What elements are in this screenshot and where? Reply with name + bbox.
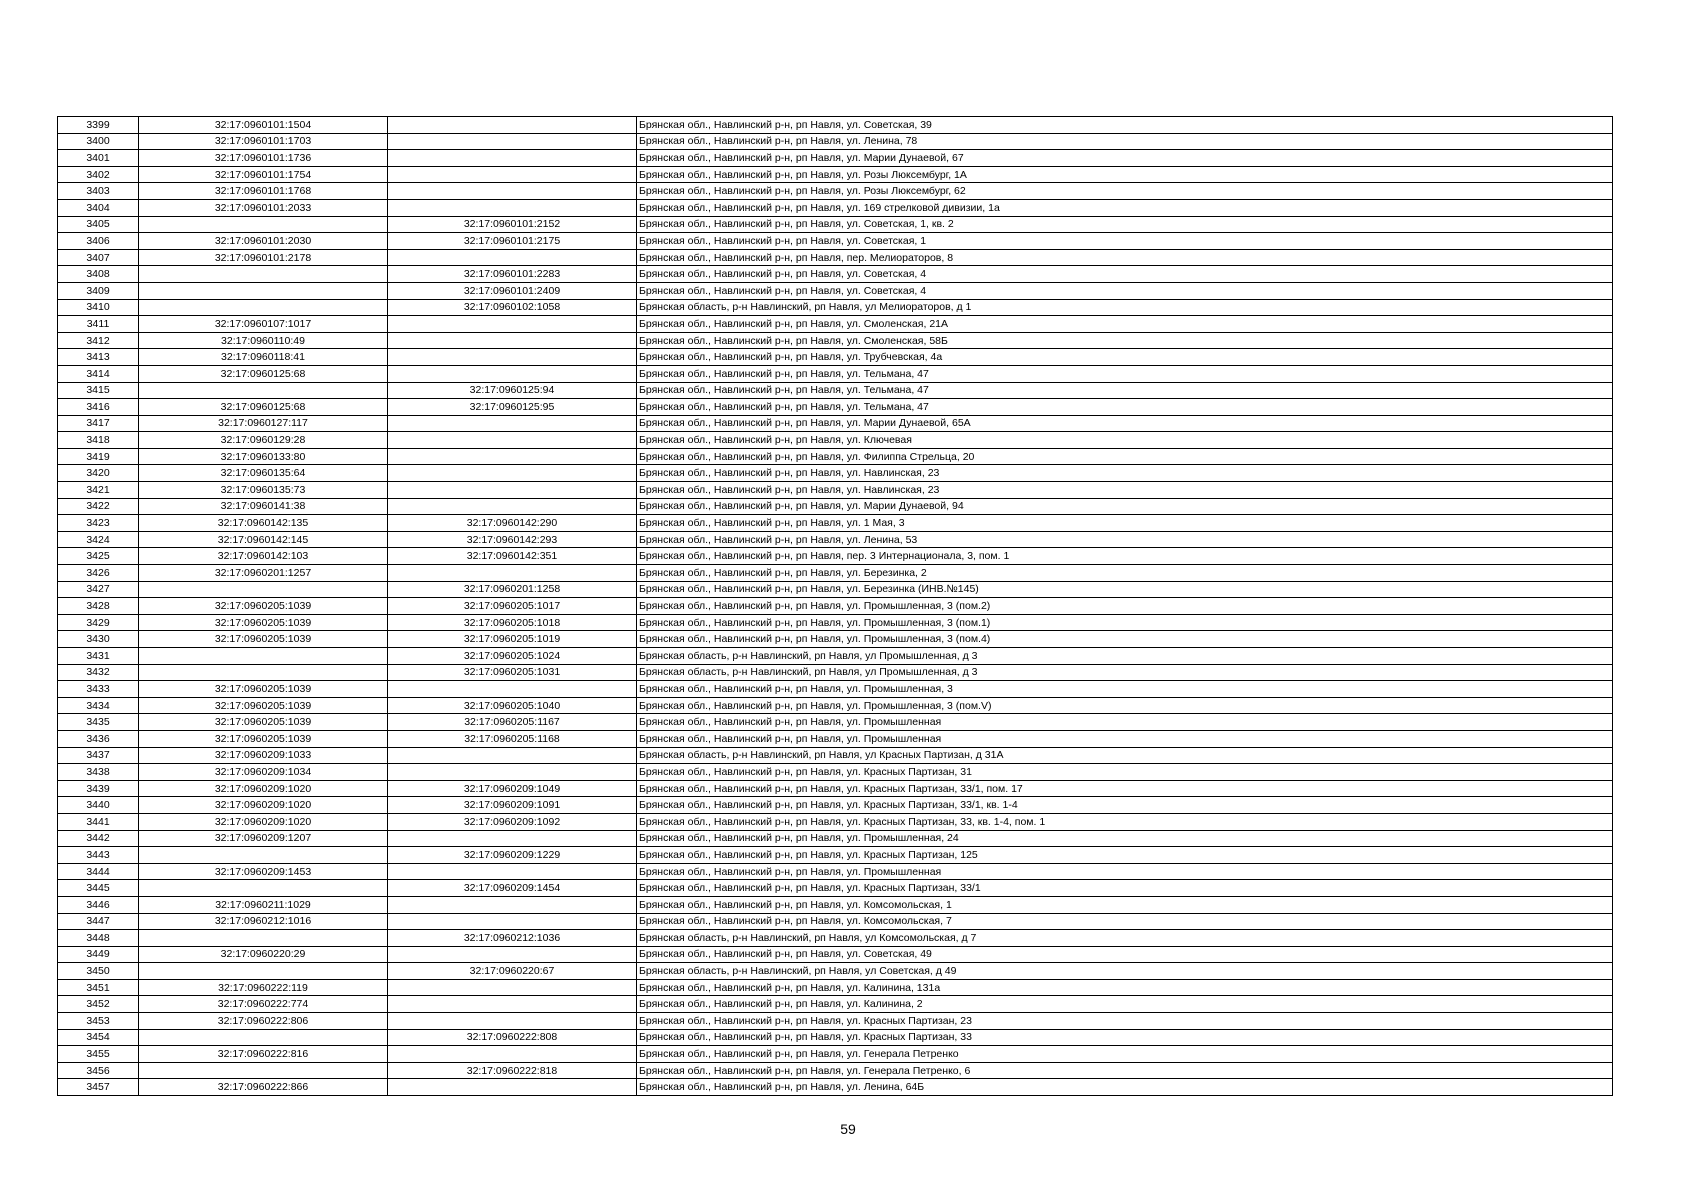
row-number-cell: 3454 (58, 1029, 139, 1046)
table-row (58, 332, 1613, 349)
cadastral-number-cell: 32:17:0960127:117 (139, 415, 388, 432)
row-number-cell: 3421 (58, 482, 139, 499)
address-cell: Брянская обл., Навлинский р-н, рп Навля, ул. Ленина, 53 (637, 531, 1613, 548)
row-number-cell: 3418 (58, 432, 139, 449)
object-cadastral-number-cell (388, 1046, 637, 1063)
cadastral-number-cell: 32:17:0960205:1039 (139, 697, 388, 714)
row-number-cell: 3420 (58, 465, 139, 482)
address-cell: Брянская обл., Навлинский р-н, рп Навля, ул. Красных Партизан, 33/1, кв. 1-4 (637, 797, 1613, 814)
cadastral-number-cell: 32:17:0960205:1039 (139, 730, 388, 747)
row-number-cell: 3435 (58, 714, 139, 731)
cadastral-number-cell: 32:17:0960220:29 (139, 946, 388, 963)
cadastral-number-cell: 32:17:0960205:1039 (139, 598, 388, 615)
address-cell: Брянская обл., Навлинский р-н, рп Навля, ул. Генерала Петренко (637, 1046, 1613, 1063)
row-number-cell: 3430 (58, 631, 139, 648)
object-cadastral-number-cell: 32:17:0960205:1040 (388, 697, 637, 714)
object-cadastral-number-cell (388, 150, 637, 167)
row-number-cell: 3414 (58, 365, 139, 382)
object-cadastral-number-cell (388, 764, 637, 781)
table-row (58, 946, 1613, 963)
cadastral-number-cell (139, 1029, 388, 1046)
object-cadastral-number-cell (388, 913, 637, 930)
table-row (58, 714, 1613, 731)
row-number-cell: 3439 (58, 780, 139, 797)
row-number-cell: 3427 (58, 581, 139, 598)
cadastral-number-cell (139, 382, 388, 399)
address-cell: Брянская обл., Навлинский р-н, рп Навля, ул. Красных Партизан, 125 (637, 847, 1613, 864)
address-cell: Брянская обл., Навлинский р-н, рп Навля, ул. Марии Дунаевой, 65А (637, 415, 1613, 432)
cadastral-number-cell: 32:17:0960135:64 (139, 465, 388, 482)
row-number-cell: 3452 (58, 996, 139, 1013)
row-number-cell: 3401 (58, 150, 139, 167)
cadastral-number-cell: 32:17:0960205:1039 (139, 714, 388, 731)
object-cadastral-number-cell (388, 365, 637, 382)
row-number-cell: 3448 (58, 930, 139, 947)
object-cadastral-number-cell: 32:17:0960101:2152 (388, 216, 637, 233)
address-cell: Брянская обл., Навлинский р-н, рп Навля, ул. Красных Партизан, 33/1, пом. 17 (637, 780, 1613, 797)
object-cadastral-number-cell: 32:17:0960220:67 (388, 963, 637, 980)
row-number-cell: 3444 (58, 863, 139, 880)
address-cell: Брянская обл., Навлинский р-н, рп Навля, ул. Калинина, 2 (637, 996, 1613, 1013)
object-cadastral-number-cell (388, 415, 637, 432)
object-cadastral-number-cell (388, 448, 637, 465)
cadastral-number-cell: 32:17:0960212:1016 (139, 913, 388, 930)
cadastral-number-cell (139, 266, 388, 283)
address-cell: Брянская обл., Навлинский р-н, рп Навля, ул. Тельмана, 47 (637, 399, 1613, 416)
table-row (58, 1062, 1613, 1079)
table-row (58, 979, 1613, 996)
address-cell: Брянская обл., Навлинский р-н, рп Навля, ул. Навлинская, 23 (637, 465, 1613, 482)
address-cell: Брянская обл., Навлинский р-н, рп Навля, ул. Тельмана, 47 (637, 365, 1613, 382)
table-row (58, 747, 1613, 764)
row-number-cell: 3406 (58, 233, 139, 250)
table-row (58, 565, 1613, 582)
row-number-cell: 3449 (58, 946, 139, 963)
table-row (58, 697, 1613, 714)
table-row (58, 432, 1613, 449)
object-cadastral-number-cell (388, 133, 637, 150)
table-row (58, 299, 1613, 316)
object-cadastral-number-cell: 32:17:0960142:351 (388, 548, 637, 565)
table-row (58, 648, 1613, 665)
table-row (58, 1013, 1613, 1030)
cadastral-number-cell: 32:17:0960205:1039 (139, 631, 388, 648)
table-row (58, 249, 1613, 266)
address-cell: Брянская обл., Навлинский р-н, рп Навля, ул. Красных Партизан, 33 (637, 1029, 1613, 1046)
row-number-cell: 3423 (58, 515, 139, 532)
object-cadastral-number-cell (388, 465, 637, 482)
table-row (58, 631, 1613, 648)
row-number-cell: 3402 (58, 166, 139, 183)
address-cell: Брянская обл., Навлинский р-н, рп Навля, ул. Генерала Петренко, 6 (637, 1062, 1613, 1079)
row-number-cell: 3404 (58, 199, 139, 216)
table-row (58, 498, 1613, 515)
table-row (58, 199, 1613, 216)
table-row (58, 349, 1613, 366)
cadastral-number-cell: 32:17:0960209:1207 (139, 830, 388, 847)
cadastral-number-cell: 32:17:0960101:1504 (139, 117, 388, 134)
table-row (58, 183, 1613, 200)
cadastral-number-cell: 32:17:0960142:145 (139, 531, 388, 548)
table-row (58, 415, 1613, 432)
row-number-cell: 3433 (58, 681, 139, 698)
address-cell: Брянская обл., Навлинский р-н, рп Навля, ул. Советская, 4 (637, 282, 1613, 299)
object-cadastral-number-cell: 32:17:0960209:1229 (388, 847, 637, 864)
cadastral-number-cell: 32:17:0960222:119 (139, 979, 388, 996)
table-row (58, 1046, 1613, 1063)
table-row (58, 780, 1613, 797)
table-row (58, 963, 1613, 980)
object-cadastral-number-cell: 32:17:0960205:1018 (388, 614, 637, 631)
cadastral-number-cell: 32:17:0960222:774 (139, 996, 388, 1013)
table-row (58, 531, 1613, 548)
row-number-cell: 3457 (58, 1079, 139, 1096)
row-number-cell: 3405 (58, 216, 139, 233)
object-cadastral-number-cell: 32:17:0960102:1058 (388, 299, 637, 316)
address-cell: Брянская область, р-н Навлинский, рп Навля, ул Мелиораторов, д 1 (637, 299, 1613, 316)
cadastral-number-cell: 32:17:0960107:1017 (139, 316, 388, 333)
address-cell: Брянская обл., Навлинский р-н, рп Навля, ул. Комсомольская, 1 (637, 896, 1613, 913)
address-cell: Брянская обл., Навлинский р-н, рп Навля, ул. Трубчевская, 4а (637, 349, 1613, 366)
cadastral-number-cell (139, 648, 388, 665)
row-number-cell: 3419 (58, 448, 139, 465)
object-cadastral-number-cell (388, 681, 637, 698)
row-number-cell: 3412 (58, 332, 139, 349)
row-number-cell: 3431 (58, 648, 139, 665)
cadastral-number-cell: 32:17:0960101:1768 (139, 183, 388, 200)
cadastral-number-cell (139, 963, 388, 980)
address-cell: Брянская обл., Навлинский р-н, рп Навля, ул. Советская, 49 (637, 946, 1613, 963)
object-cadastral-number-cell (388, 199, 637, 216)
cadastral-number-cell: 32:17:0960209:1020 (139, 813, 388, 830)
address-cell: Брянская обл., Навлинский р-н, рп Навля, ул. Смоленская, 58Б (637, 332, 1613, 349)
table-row (58, 399, 1613, 416)
row-number-cell: 3453 (58, 1013, 139, 1030)
table-row (58, 482, 1613, 499)
row-number-cell: 3440 (58, 797, 139, 814)
cadastral-number-cell: 32:17:0960101:1736 (139, 150, 388, 167)
cadastral-number-cell: 32:17:0960209:1020 (139, 780, 388, 797)
address-cell: Брянская обл., Навлинский р-н, рп Навля, ул. Ленина, 78 (637, 133, 1613, 150)
cadastral-number-cell: 32:17:0960101:1703 (139, 133, 388, 150)
row-number-cell: 3451 (58, 979, 139, 996)
object-cadastral-number-cell (388, 747, 637, 764)
object-cadastral-number-cell (388, 183, 637, 200)
object-cadastral-number-cell (388, 432, 637, 449)
row-number-cell: 3432 (58, 664, 139, 681)
object-cadastral-number-cell: 32:17:0960209:1454 (388, 880, 637, 897)
object-cadastral-number-cell (388, 863, 637, 880)
address-cell: Брянская обл., Навлинский р-н, рп Навля, ул. Смоленская, 21А (637, 316, 1613, 333)
row-number-cell: 3408 (58, 266, 139, 283)
table-row (58, 664, 1613, 681)
object-cadastral-number-cell: 32:17:0960212:1036 (388, 930, 637, 947)
row-number-cell: 3411 (58, 316, 139, 333)
table-row (58, 764, 1613, 781)
address-cell: Брянская обл., Навлинский р-н, рп Навля, ул. Промышленная, 3 (пом.V) (637, 697, 1613, 714)
row-number-cell: 3426 (58, 565, 139, 582)
table-row (58, 266, 1613, 283)
records-table-body (58, 117, 1613, 1096)
object-cadastral-number-cell: 32:17:0960209:1092 (388, 813, 637, 830)
cadastral-number-cell: 32:17:0960101:2030 (139, 233, 388, 250)
cadastral-number-cell: 32:17:0960209:1453 (139, 863, 388, 880)
cadastral-number-cell: 32:17:0960222:806 (139, 1013, 388, 1030)
cadastral-number-cell: 32:17:0960135:73 (139, 482, 388, 499)
cadastral-number-cell: 32:17:0960142:135 (139, 515, 388, 532)
object-cadastral-number-cell: 32:17:0960205:1017 (388, 598, 637, 615)
object-cadastral-number-cell: 32:17:0960209:1049 (388, 780, 637, 797)
address-cell: Брянская обл., Навлинский р-н, рп Навля, ул. Промышленная, 3 (пом.4) (637, 631, 1613, 648)
row-number-cell: 3424 (58, 531, 139, 548)
table-row (58, 797, 1613, 814)
cadastral-number-cell: 32:17:0960101:2178 (139, 249, 388, 266)
cadastral-number-cell (139, 216, 388, 233)
address-cell: Брянская обл., Навлинский р-н, рп Навля, ул. Ленина, 64Б (637, 1079, 1613, 1096)
cadastral-number-cell (139, 1062, 388, 1079)
table-row (58, 448, 1613, 465)
cadastral-number-cell: 32:17:0960118:41 (139, 349, 388, 366)
row-number-cell: 3443 (58, 847, 139, 864)
object-cadastral-number-cell (388, 498, 637, 515)
address-cell: Брянская обл., Навлинский р-н, рп Навля, ул. Советская, 1 (637, 233, 1613, 250)
object-cadastral-number-cell: 32:17:0960205:1167 (388, 714, 637, 731)
cadastral-number-cell: 32:17:0960209:1033 (139, 747, 388, 764)
address-cell: Брянская область, р-н Навлинский, рп Навля, ул Комсомольская, д 7 (637, 930, 1613, 947)
address-cell: Брянская обл., Навлинский р-н, рп Навля, ул. Комсомольская, 7 (637, 913, 1613, 930)
cadastral-number-cell: 32:17:0960205:1039 (139, 614, 388, 631)
cadastral-number-cell: 32:17:0960222:866 (139, 1079, 388, 1096)
address-cell: Брянская обл., Навлинский р-н, рп Навля, ул. Марии Дунаевой, 94 (637, 498, 1613, 515)
table-row (58, 730, 1613, 747)
table-row (58, 880, 1613, 897)
address-cell: Брянская обл., Навлинский р-н, рп Навля, ул. Березинка (ИНВ.№145) (637, 581, 1613, 598)
address-cell: Брянская обл., Навлинский р-н, рп Навля, ул. Ключевая (637, 432, 1613, 449)
object-cadastral-number-cell (388, 896, 637, 913)
cadastral-number-cell: 32:17:0960205:1039 (139, 681, 388, 698)
object-cadastral-number-cell: 32:17:0960209:1091 (388, 797, 637, 814)
address-cell: Брянская обл., Навлинский р-н, рп Навля, ул. Промышленная (637, 863, 1613, 880)
cadastral-number-cell (139, 581, 388, 598)
object-cadastral-number-cell (388, 946, 637, 963)
row-number-cell: 3413 (58, 349, 139, 366)
object-cadastral-number-cell (388, 332, 637, 349)
object-cadastral-number-cell (388, 830, 637, 847)
cadastral-number-cell: 32:17:0960101:1754 (139, 166, 388, 183)
table-row (58, 913, 1613, 930)
table-row (58, 598, 1613, 615)
table-row (58, 813, 1613, 830)
cadastral-number-cell: 32:17:0960201:1257 (139, 565, 388, 582)
address-cell: Брянская обл., Навлинский р-н, рп Навля, ул. Промышленная, 24 (637, 830, 1613, 847)
row-number-cell: 3438 (58, 764, 139, 781)
table-row (58, 166, 1613, 183)
object-cadastral-number-cell (388, 316, 637, 333)
address-cell: Брянская обл., Навлинский р-н, рп Навля, ул. Розы Люксембург, 1А (637, 166, 1613, 183)
address-cell: Брянская обл., Навлинский р-н, рп Навля, ул. Промышленная, 3 (637, 681, 1613, 698)
object-cadastral-number-cell (388, 166, 637, 183)
row-number-cell: 3400 (58, 133, 139, 150)
cadastral-number-cell (139, 880, 388, 897)
object-cadastral-number-cell: 32:17:0960125:95 (388, 399, 637, 416)
table-row (58, 150, 1613, 167)
address-cell: Брянская обл., Навлинский р-н, рп Навля, ул. Красных Партизан, 33/1 (637, 880, 1613, 897)
object-cadastral-number-cell: 32:17:0960201:1258 (388, 581, 637, 598)
object-cadastral-number-cell: 32:17:0960205:1019 (388, 631, 637, 648)
address-cell: Брянская обл., Навлинский р-н, рп Навля, ул. 1 Мая, 3 (637, 515, 1613, 532)
address-cell: Брянская область, р-н Навлинский, рп Навля, ул Промышленная, д 3 (637, 648, 1613, 665)
object-cadastral-number-cell (388, 249, 637, 266)
object-cadastral-number-cell (388, 482, 637, 499)
object-cadastral-number-cell: 32:17:0960142:293 (388, 531, 637, 548)
address-cell: Брянская обл., Навлинский р-н, рп Навля, ул. Промышленная (637, 730, 1613, 747)
table-row (58, 863, 1613, 880)
table-row (58, 1029, 1613, 1046)
cadastral-number-cell: 32:17:0960141:38 (139, 498, 388, 515)
object-cadastral-number-cell: 32:17:0960101:2175 (388, 233, 637, 250)
row-number-cell: 3425 (58, 548, 139, 565)
address-cell: Брянская обл., Навлинский р-н, рп Навля, ул. Розы Люксембург, 62 (637, 183, 1613, 200)
table-row (58, 233, 1613, 250)
object-cadastral-number-cell: 32:17:0960142:290 (388, 515, 637, 532)
table-row (58, 830, 1613, 847)
object-cadastral-number-cell: 32:17:0960101:2409 (388, 282, 637, 299)
cadastral-number-cell: 32:17:0960129:28 (139, 432, 388, 449)
cadastral-number-cell: 32:17:0960222:816 (139, 1046, 388, 1063)
table-row (58, 1079, 1613, 1096)
address-cell: Брянская обл., Навлинский р-н, рп Навля, ул. Красных Партизан, 31 (637, 764, 1613, 781)
object-cadastral-number-cell (388, 979, 637, 996)
object-cadastral-number-cell (388, 117, 637, 134)
table-row (58, 548, 1613, 565)
object-cadastral-number-cell: 32:17:0960222:808 (388, 1029, 637, 1046)
cadastral-number-cell (139, 664, 388, 681)
table-row (58, 282, 1613, 299)
row-number-cell: 3445 (58, 880, 139, 897)
object-cadastral-number-cell: 32:17:0960205:1031 (388, 664, 637, 681)
cadastral-number-cell (139, 847, 388, 864)
address-cell: Брянская обл., Навлинский р-н, рп Навля, ул. Промышленная, 3 (пом.2) (637, 598, 1613, 615)
cadastral-number-cell: 32:17:0960110:49 (139, 332, 388, 349)
address-cell: Брянская обл., Навлинский р-н, рп Навля, ул. Калинина, 131а (637, 979, 1613, 996)
address-cell: Брянская обл., Навлинский р-н, рп Навля, ул. Промышленная (637, 714, 1613, 731)
cadastral-number-cell: 32:17:0960125:68 (139, 399, 388, 416)
address-cell: Брянская обл., Навлинский р-н, рп Навля, ул. Навлинская, 23 (637, 482, 1613, 499)
address-cell: Брянская обл., Навлинский р-н, рп Навля, ул. Красных Партизан, 33, кв. 1-4, пом. 1 (637, 813, 1613, 830)
row-number-cell: 3455 (58, 1046, 139, 1063)
object-cadastral-number-cell (388, 1013, 637, 1030)
table-row (58, 117, 1613, 134)
row-number-cell: 3416 (58, 399, 139, 416)
table-row (58, 896, 1613, 913)
records-table (57, 116, 1613, 1096)
table-row (58, 996, 1613, 1013)
row-number-cell: 3447 (58, 913, 139, 930)
address-cell: Брянская обл., Навлинский р-н, рп Навля, ул. Советская, 1, кв. 2 (637, 216, 1613, 233)
address-cell: Брянская обл., Навлинский р-н, рп Навля, ул. Филиппа Стрельца, 20 (637, 448, 1613, 465)
table-row (58, 681, 1613, 698)
address-cell: Брянская область, р-н Навлинский, рп Навля, ул Промышленная, д 3 (637, 664, 1613, 681)
address-cell: Брянская обл., Навлинский р-н, рп Навля, ул. Марии Дунаевой, 67 (637, 150, 1613, 167)
row-number-cell: 3429 (58, 614, 139, 631)
table-row (58, 316, 1613, 333)
row-number-cell: 3442 (58, 830, 139, 847)
object-cadastral-number-cell (388, 565, 637, 582)
address-cell: Брянская обл., Навлинский р-н, рп Навля, пер. 3 Интернационала, 3, пом. 1 (637, 548, 1613, 565)
table-row (58, 847, 1613, 864)
row-number-cell: 3428 (58, 598, 139, 615)
address-cell: Брянская обл., Навлинский р-н, рп Навля, пер. Мелиораторов, 8 (637, 249, 1613, 266)
row-number-cell: 3417 (58, 415, 139, 432)
object-cadastral-number-cell: 32:17:0960125:94 (388, 382, 637, 399)
row-number-cell: 3436 (58, 730, 139, 747)
table-row (58, 133, 1613, 150)
cadastral-number-cell: 32:17:0960209:1034 (139, 764, 388, 781)
object-cadastral-number-cell: 32:17:0960101:2283 (388, 266, 637, 283)
table-row (58, 216, 1613, 233)
row-number-cell: 3422 (58, 498, 139, 515)
address-cell: Брянская обл., Навлинский р-н, рп Навля, ул. 169 стрелковой дивизии, 1а (637, 199, 1613, 216)
address-cell: Брянская обл., Навлинский р-н, рп Навля, ул. Тельмана, 47 (637, 382, 1613, 399)
address-cell: Брянская обл., Навлинский р-н, рп Навля, ул. Советская, 4 (637, 266, 1613, 283)
row-number-cell: 3441 (58, 813, 139, 830)
row-number-cell: 3450 (58, 963, 139, 980)
row-number-cell: 3437 (58, 747, 139, 764)
cadastral-number-cell (139, 282, 388, 299)
address-cell: Брянская область, р-н Навлинский, рп Навля, ул Красных Партизан, д 31А (637, 747, 1613, 764)
table-row (58, 930, 1613, 947)
address-cell: Брянская обл., Навлинский р-н, рп Навля, ул. Советская, 39 (637, 117, 1613, 134)
cadastral-number-cell (139, 299, 388, 316)
object-cadastral-number-cell: 32:17:0960205:1168 (388, 730, 637, 747)
cadastral-number-cell: 32:17:0960101:2033 (139, 199, 388, 216)
object-cadastral-number-cell (388, 996, 637, 1013)
object-cadastral-number-cell: 32:17:0960222:818 (388, 1062, 637, 1079)
row-number-cell: 3415 (58, 382, 139, 399)
row-number-cell: 3456 (58, 1062, 139, 1079)
table-row (58, 515, 1613, 532)
address-cell: Брянская обл., Навлинский р-н, рп Навля, ул. Красных Партизан, 23 (637, 1013, 1613, 1030)
object-cadastral-number-cell: 32:17:0960205:1024 (388, 648, 637, 665)
row-number-cell: 3446 (58, 896, 139, 913)
cadastral-number-cell: 32:17:0960211:1029 (139, 896, 388, 913)
table-row (58, 465, 1613, 482)
row-number-cell: 3434 (58, 697, 139, 714)
row-number-cell: 3410 (58, 299, 139, 316)
address-cell: Брянская область, р-н Навлинский, рп Навля, ул Советская, д 49 (637, 963, 1613, 980)
address-cell: Брянская обл., Навлинский р-н, рп Навля, ул. Промышленная, 3 (пом.1) (637, 614, 1613, 631)
row-number-cell: 3399 (58, 117, 139, 134)
cadastral-number-cell: 32:17:0960125:68 (139, 365, 388, 382)
cadastral-number-cell: 32:17:0960133:80 (139, 448, 388, 465)
table-row (58, 365, 1613, 382)
table-row (58, 581, 1613, 598)
row-number-cell: 3407 (58, 249, 139, 266)
table-row (58, 614, 1613, 631)
object-cadastral-number-cell (388, 1079, 637, 1096)
object-cadastral-number-cell (388, 349, 637, 366)
table-row (58, 382, 1613, 399)
row-number-cell: 3409 (58, 282, 139, 299)
cadastral-number-cell: 32:17:0960142:103 (139, 548, 388, 565)
row-number-cell: 3403 (58, 183, 139, 200)
cadastral-number-cell: 32:17:0960209:1020 (139, 797, 388, 814)
address-cell: Брянская обл., Навлинский р-н, рп Навля, ул. Березинка, 2 (637, 565, 1613, 582)
cadastral-number-cell (139, 930, 388, 947)
page-number: 59 (840, 1121, 856, 1137)
